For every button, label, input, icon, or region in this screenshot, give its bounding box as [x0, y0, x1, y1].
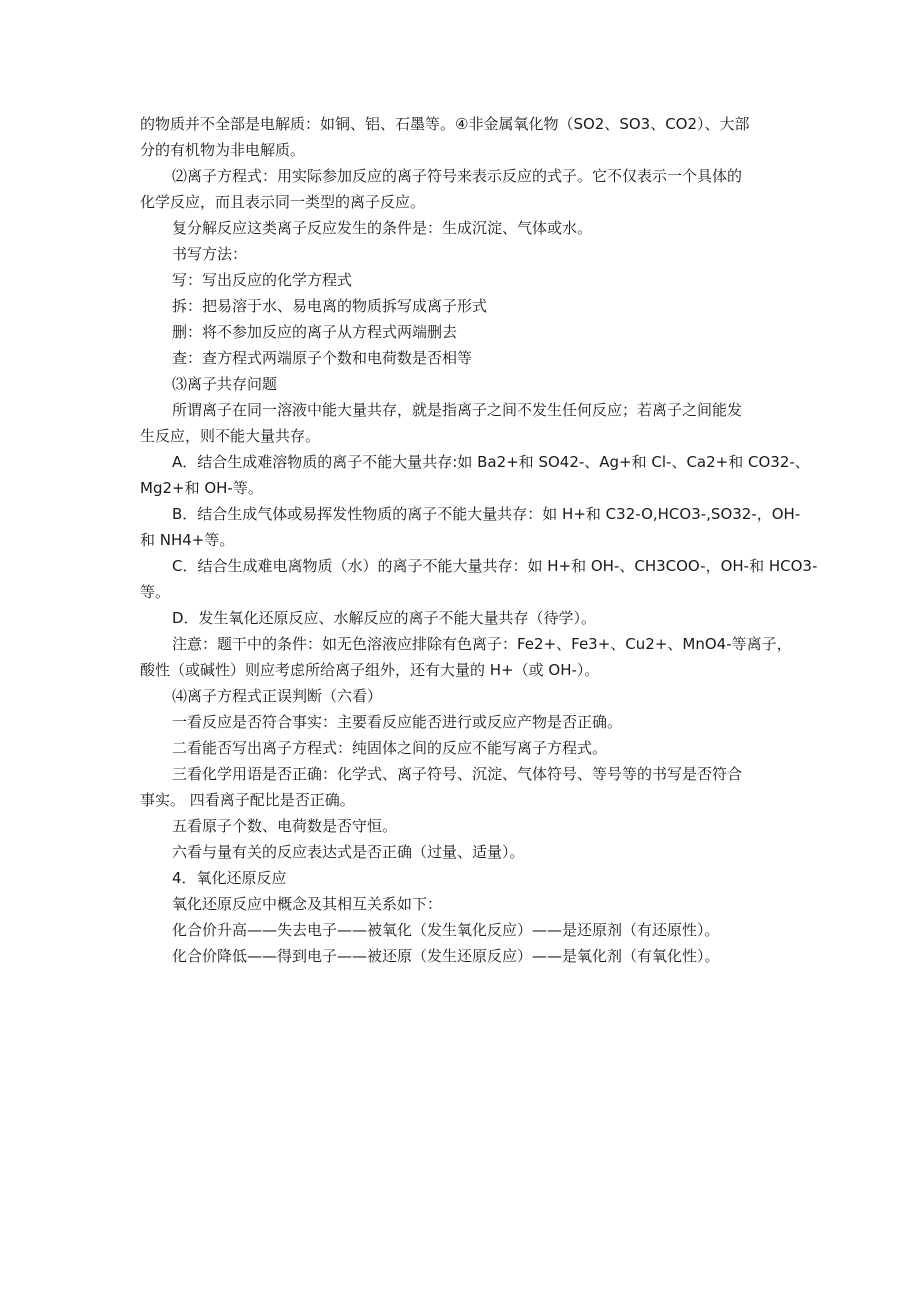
text-line: 拆：把易溶于水、易电离的物质拆写成离子形式 — [172, 297, 488, 315]
paragraph — [140, 683, 782, 709]
text-line: ⑶离子共存问题 — [172, 375, 278, 393]
text-line: 五看原子个数、电荷数是否守恒。 — [172, 817, 398, 835]
text-line: 氧化还原反应中概念及其相互关系如下： — [172, 895, 443, 913]
text-line: A．结合生成难溶物质的离子不能大量共存:如 Ba2+和 SO42-、Ag+和 Cl-、Ca2+和 CO32-、 — [172, 453, 810, 471]
text-line: 化合价降低——得到电子——被还原（发生还原反应）——是氧化剂（有氧化性）。 — [172, 947, 720, 965]
paragraph — [140, 553, 818, 605]
text-line: 4．氧化还原反应 — [172, 869, 287, 887]
text-line: 酸性（或碱性）则应考虑所给离子组外，还有大量的 H+（或 OH-）。 — [140, 661, 600, 679]
paragraph — [140, 735, 782, 761]
text-line: ⑷离子方程式正误判断（六看） — [172, 687, 383, 705]
text-line: 六看与量有关的反应表达式是否正确（过量、适量）。 — [172, 843, 525, 861]
paragraph — [140, 293, 782, 319]
text-line: 查：查方程式两端原子个数和电荷数是否相等 — [172, 349, 473, 367]
paragraph — [140, 761, 782, 813]
text-line: D．发生氧化还原反应、水解反应的离子不能大量共存（待学）。 — [172, 609, 597, 627]
document-page — [140, 111, 818, 969]
text-line: 化合价升高——失去电子——被氧化（发生氧化反应）——是还原剂（有还原性）。 — [172, 921, 720, 939]
text-line: 删：将不参加反应的离子从方程式两端删去 — [172, 323, 458, 341]
text-line: 所谓离子在同一溶液中能大量共存，就是指离子之间不发生任何反应；若离子之间能发 — [172, 401, 743, 419]
text-line: 三看化学用语是否正确：化学式、离子符号、沉淀、气体符号、等号等的书写是否符合 — [172, 765, 743, 783]
paragraph — [140, 917, 782, 943]
paragraph — [140, 111, 782, 163]
paragraph — [140, 839, 782, 865]
text-line: Mg2+和 OH-等。 — [140, 479, 263, 497]
text-line: 和 NH4+等。 — [140, 531, 235, 549]
paragraph — [140, 891, 782, 917]
document-body — [140, 111, 818, 969]
paragraph — [140, 319, 782, 345]
paragraph — [140, 267, 782, 293]
text-line: B．结合生成气体或易挥发性物质的离子不能大量共存：如 H+和 C32-O,HCO3-,SO32-，OH- — [172, 505, 801, 523]
text-line: C．结合生成难电离物质（水）的离子不能大量共存：如 H+和 OH-、CH3COO-，OH-和 HCO3- — [172, 557, 818, 575]
text-line: 注意：题干中的条件：如无色溶液应排除有色离子：Fe2+、Fe3+、Cu2+、MnO4-等离子， — [172, 635, 792, 653]
text-line: 书写方法： — [172, 245, 248, 263]
paragraph — [140, 163, 782, 215]
text-line: 的物质并不全部是电解质：如铜、铝、石墨等。④非金属氧化物（SO2、SO3、CO2）、大部 — [140, 115, 750, 133]
paragraph — [140, 865, 782, 891]
text-line: 等。 — [140, 583, 171, 601]
paragraph — [140, 709, 782, 735]
paragraph — [140, 397, 782, 449]
text-line: 复分解反应这类离子反应发生的条件是：生成沉淀、气体或水。 — [172, 219, 593, 237]
paragraph — [140, 215, 782, 241]
text-line: 二看能否写出离子方程式：纯固体之间的反应不能写离子方程式。 — [172, 739, 608, 757]
paragraph — [140, 345, 782, 371]
paragraph — [140, 943, 782, 969]
text-line: ⑵离子方程式：用实际参加反应的离子符号来表示反应的式子。它不仅表示一个具体的 — [172, 167, 743, 185]
text-line: 化学反应，而且表示同一类型的离子反应。 — [140, 193, 426, 211]
paragraph — [140, 241, 782, 267]
paragraph — [140, 813, 782, 839]
text-line: 生反应，则不能大量共存。 — [140, 427, 321, 445]
paragraph — [140, 449, 810, 501]
text-line: 一看反应是否符合事实：主要看反应能否进行或反应产物是否正确。 — [172, 713, 623, 731]
paragraph — [140, 501, 801, 553]
text-line: 写：写出反应的化学方程式 — [172, 271, 353, 289]
paragraph — [140, 605, 782, 631]
text-line: 事实。 四看离子配比是否正确。 — [140, 791, 355, 809]
paragraph — [140, 371, 782, 397]
text-line: 分的有机物为非电解质。 — [140, 141, 306, 159]
paragraph — [140, 631, 792, 683]
